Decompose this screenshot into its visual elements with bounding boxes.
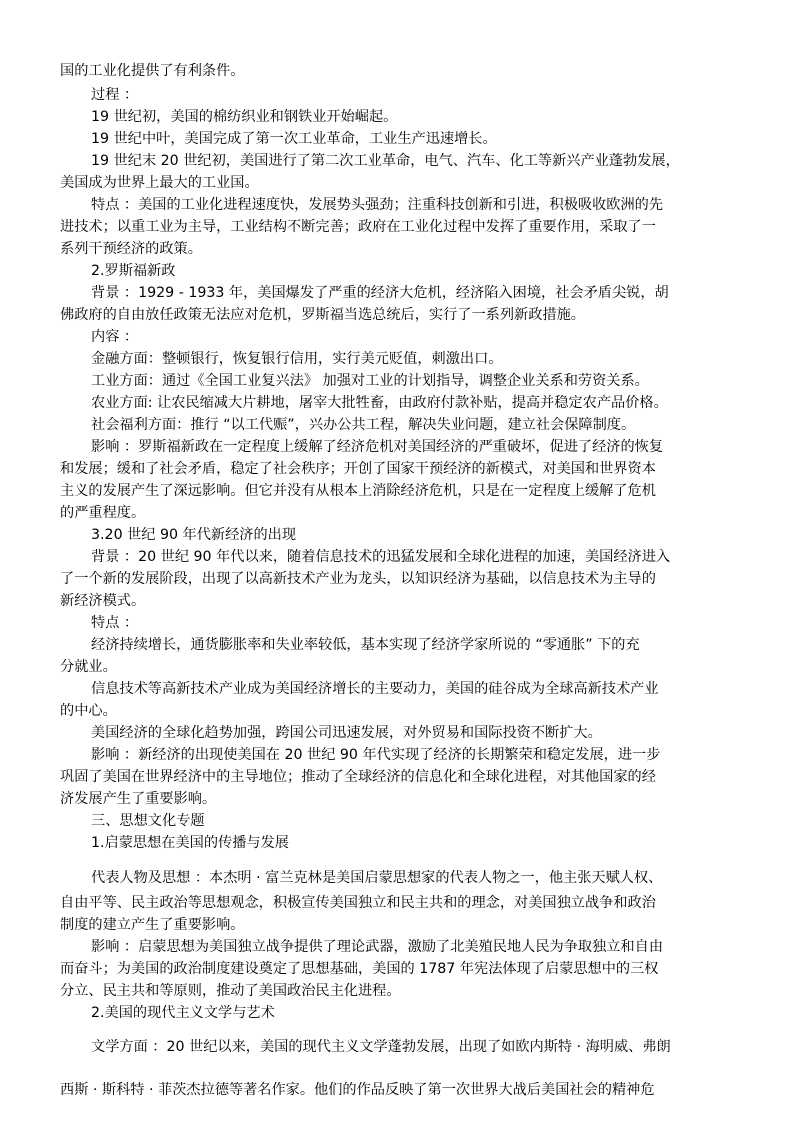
text-line: 而奋斗；为美国的政治制度建设奠定了思想基础，美国的 1787 年宪法体现了启蒙思想中的三权 xyxy=(60,961,659,977)
section-heading: 1.启蒙思想在美国的传播与发展 xyxy=(91,835,289,851)
text-line: 西斯 · 斯科特 · 菲茨杰拉德等著名作家。他们的作品反映了第一次世界大战后美国社会的精神危 xyxy=(60,1082,655,1098)
text-line: 和发展；缓和了社会矛盾，稳定了社会秩序；开创了国家干预经济的新模式，对美国和世界资本 xyxy=(60,461,656,477)
text-line: 经济持续增长，通货膨胀率和失业率较低，基本实现了经济学家所说的 “零通胀” 下的充 xyxy=(91,637,640,653)
text-line: 系列干预经济的政策。 xyxy=(60,241,202,257)
section-heading: 3.20 世纪 90 年代新经济的出现 xyxy=(91,527,297,543)
section-heading: 2.罗斯福新政 xyxy=(91,263,176,279)
text-line: 影响 ：罗斯福新政在一定程度上缓解了经济危机对美国经济的严重破坏，促进了经济的恢复 xyxy=(91,439,664,455)
text-line: 特点 ：美国的工业化进程速度快，发展势头强劲；注重科技创新和引进，积极吸收欧洲的先 xyxy=(91,197,664,213)
text-line: 国的工业化提供了有利条件。 xyxy=(60,63,245,79)
text-line: 分立、民主共和等原则，推动了美国政治民主化进程。 xyxy=(60,983,401,999)
text-line: 19 世纪初，美国的棉纺织业和钢铁业开始崛起。 xyxy=(91,109,398,125)
text-line: 进技术；以重工业为主导，工业结构不断完善；政府在工业化过程中发挥了重要作用，采取了一 xyxy=(60,219,656,235)
text-line: 了一个新的发展阶段，出现了以高新技术产业为龙头，以知识经济为基础，以信息技术为主导的 xyxy=(60,571,656,587)
text-line: 佛政府的自由放任政策无法应对危机，罗斯福当选总统后，实行了一系列新政措施。 xyxy=(60,307,585,323)
text-line: 过程 ： xyxy=(91,87,139,103)
text-line: 新经济模式。 xyxy=(60,593,146,609)
text-line: 社会福利方面：推行 “以工代赈”，兴办公共工程，解决失业问题，建立社会保障制度。 xyxy=(91,417,636,433)
text-line: 背景 ：20 世纪 90 年代以来，随着信息技术的迅猛发展和全球化进程的加速，美国经济进入 xyxy=(91,549,671,565)
text-line: 19 世纪中叶，美国完成了第一次工业革命，工业生产迅速增长。 xyxy=(91,131,497,147)
text-line: 农业方面: 让农民缩减大片耕地，屠宰大批牲畜，由政府付款补贴，提高并稳定农产品价格。 xyxy=(91,395,668,411)
text-line: 影响 ：新经济的出现使美国在 20 世纪 90 年代实现了经济的长期繁荣和稳定发展，进一步 xyxy=(91,747,661,763)
text-line: 背景 ：1929 - 1933 年，美国爆发了严重的经济大危机，经济陷入困境，社会矛盾尖锐，胡 xyxy=(91,285,669,301)
text-line: 代表人物及思想 ：本杰明 · 富兰克林是美国启蒙思想家的代表人物之一，他主张天赋人权、 xyxy=(91,870,663,886)
text-line: 内容 ： xyxy=(91,329,139,345)
text-line: 美国成为世界上最大的工业国。 xyxy=(60,175,259,191)
text-line: 19 世纪末 20 世纪初，美国进行了第二次工业革命，电气、汽车、化工等新兴产业蓬勃发展， xyxy=(91,153,680,169)
text-line: 制度的建立产生了重要影响。 xyxy=(60,917,245,933)
text-line: 特点 ： xyxy=(91,615,139,631)
text-line: 信息技术等高新技术产业成为美国经济增长的主要动力，美国的硅谷成为全球高新技术产业 xyxy=(91,681,659,697)
text-line: 金融方面：整顿银行，恢复银行信用，实行美元贬值，刺激出口。 xyxy=(91,351,503,367)
text-line: 巩固了美国在世界经济中的主导地位；推动了全球经济的信息化和全球化进程，对其他国家的经 xyxy=(60,769,656,785)
text-line: 主义的发展产生了深远影响。但它并没有从根本上消除经济危机，只是在一定程度上缓解了危机 xyxy=(60,483,656,499)
text-line: 的严重程度。 xyxy=(60,505,146,521)
text-line: 美国经济的全球化趋势加强，跨国公司迅速发展，对外贸易和国际投资不断扩大。 xyxy=(91,725,602,741)
text-line: 分就业。 xyxy=(60,659,117,675)
text-line: 影响 ：启蒙思想为美国独立战争提供了理论武器，激励了北美殖民地人民为争取独立和自由 xyxy=(91,939,664,955)
text-line: 自由平等、民主政治等思想观念，积极宣传美国独立和民主共和的理念，对美国独立战争和政治 xyxy=(60,895,656,911)
section-heading: 三、思想文化专题 xyxy=(91,813,205,829)
text-line: 文学方面 ：20 世纪以来，美国的现代主义文学蓬勃发展，出现了如欧内斯特 · 海明威、弗朗 xyxy=(91,1039,671,1055)
text-line: 的中心。 xyxy=(60,703,117,719)
text-line: 工业方面：通过《全国工业复兴法》 加强对工业的计划指导，调整企业关系和劳资关系。 xyxy=(91,373,649,389)
text-line: 济发展产生了重要影响。 xyxy=(60,791,217,807)
section-heading: 2.美国的现代主义文学与艺术 xyxy=(91,1005,275,1021)
